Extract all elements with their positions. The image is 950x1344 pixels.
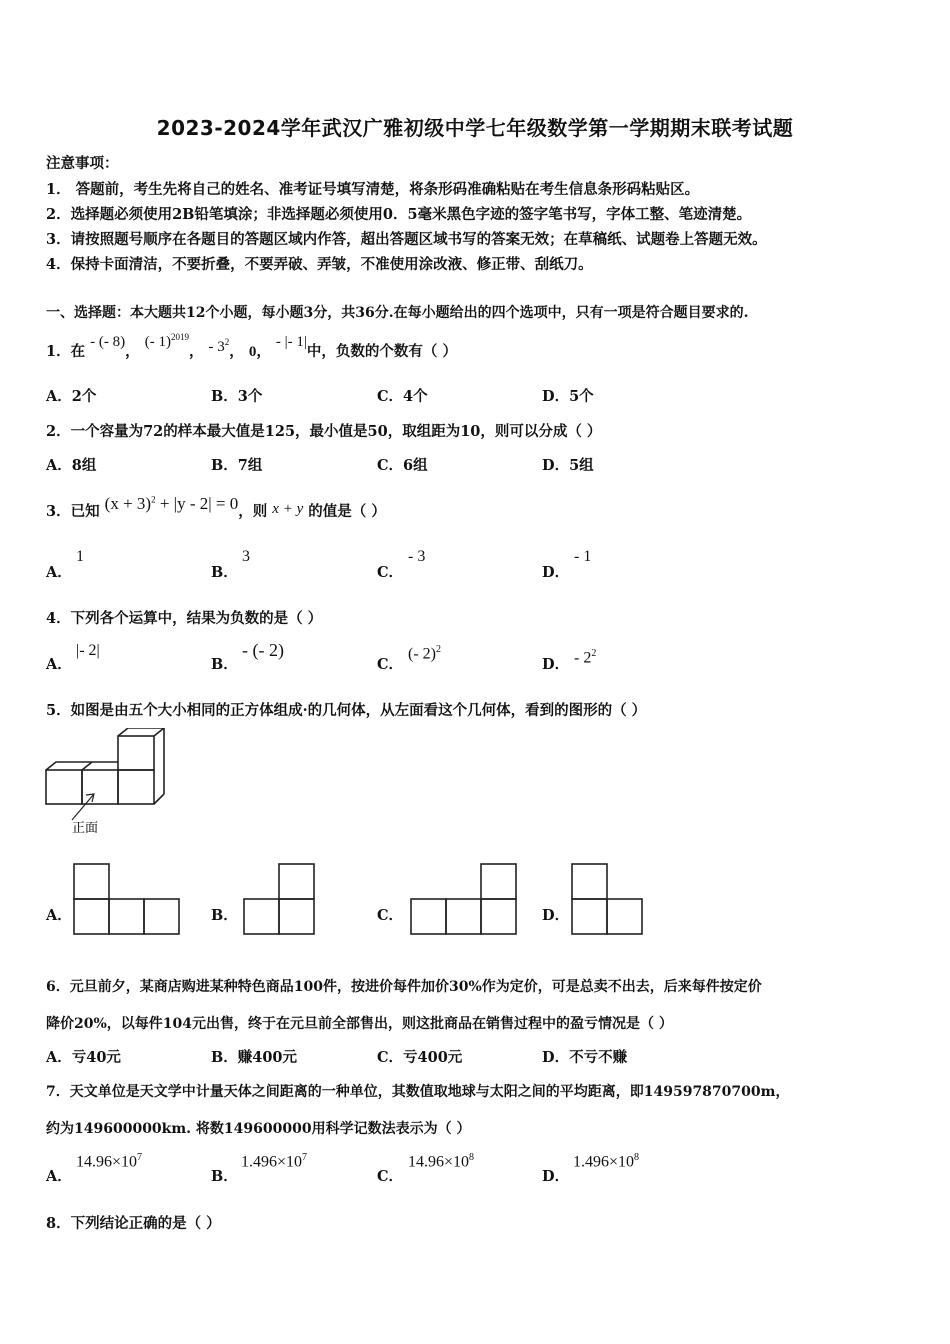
notice-item: 3．请按照题号顺序在各题目的答题区域内作答，超出答题区域书写的答案无效；在草稿纸、试题卷上答题无效。: [46, 231, 767, 248]
notice-heading: 注意事项：: [46, 155, 119, 172]
q3-option-c[interactable]: C．: [377, 564, 404, 581]
q5-figure-c: [407, 862, 521, 936]
question-5: 5．如图是由五个大小相同的正方体组成·的几何体，从左面看这个几何体，看到的图形的（ ）: [46, 702, 647, 719]
q2-option-d[interactable]: D．5组: [542, 457, 594, 474]
q7-value-c-exp: 8: [469, 1152, 475, 1163]
q1-math-1: - (- 8): [90, 334, 126, 350]
question-3: [46, 494, 386, 521]
q7-option-c[interactable]: C．: [377, 1168, 404, 1185]
q5-figure-b: [241, 862, 319, 936]
cube-solid-figure: [44, 728, 168, 836]
section-heading: 一、选择题：本大题共12个小题，每小题3分，共36分.在每小题给出的四个选项中，只有一项是符合题目要求的.: [46, 305, 749, 321]
q1-prefix: 1．在: [46, 343, 86, 360]
q4-value-d: - 2: [574, 649, 592, 667]
q4-option-a[interactable]: A．: [46, 656, 72, 673]
q3-option-a[interactable]: A．: [46, 564, 72, 581]
q3-prefix: 3．已知: [46, 503, 100, 520]
q7-option-b[interactable]: B．: [211, 1168, 238, 1185]
q7-value-b-exp: 7: [302, 1152, 308, 1163]
q3-expr-exp: 2: [151, 494, 156, 505]
q3-mid: ，则: [238, 503, 268, 520]
q1-option-c[interactable]: C．4个: [377, 388, 428, 405]
q7-value-c: 14.96×10: [408, 1153, 470, 1171]
q7-option-a[interactable]: A．: [46, 1168, 72, 1185]
q3-value-c: - 3: [408, 548, 426, 565]
q2-option-a[interactable]: A．8组: [46, 457, 97, 474]
q5-option-d[interactable]: D．: [542, 907, 570, 924]
q1-math-2: (- 1): [144, 334, 171, 350]
q1-math-4: 0: [248, 344, 257, 360]
q3-option-d[interactable]: D．: [542, 564, 570, 581]
question-7-line-1: 7．天文单位是天文学中计量天体之间距离的一种单位，其数值取地球与太阳之间的平均距离，即149597870700m，: [46, 1084, 790, 1100]
front-label: 正面: [72, 821, 99, 836]
question-8: 8．下列结论正确的是（ ）: [46, 1215, 221, 1232]
q1-math-3: - 3: [208, 339, 225, 355]
q6-option-a[interactable]: A．亏40元: [46, 1049, 121, 1066]
q4-value-c: (- 2): [408, 645, 436, 663]
q3-expr3: x + y: [272, 501, 304, 517]
q1-option-d[interactable]: D．5个: [542, 388, 594, 405]
q7-value-d-exp: 8: [634, 1152, 640, 1163]
notice-item: 4．保持卡面清洁，不要折叠，不要弄破、弄皱，不准使用涂改液、修正带、刮纸刀。: [46, 256, 593, 273]
q2-option-c[interactable]: C．6组: [377, 457, 428, 474]
q3-option-b[interactable]: B．: [211, 564, 238, 581]
q6-option-d[interactable]: D．不亏不赚: [542, 1049, 628, 1066]
q3-value-b: 3: [242, 548, 250, 565]
q4-value-a: |- 2|: [76, 642, 100, 659]
q1-math-2-exp: 2019: [170, 332, 189, 342]
q7-option-d[interactable]: D．: [542, 1168, 570, 1185]
q5-figure-a: [72, 862, 184, 936]
page-title: 2023-2024学年武汉广雅初级中学七年级数学第一学期期末联考试题: [156, 116, 794, 140]
question-6-line-1: 6．元旦前夕，某商店购进某种特色商品100件，按进价每件加价30%作为定价，可是总卖不出去，后来每件按定价: [46, 979, 762, 995]
question-6-line-2: 降价20%，以每件104元出售，终于在元旦前全部售出，则这批商品在销售过程中的盈亏情况是（ ）: [46, 1016, 673, 1032]
q1-option-a[interactable]: A．2个: [46, 388, 97, 405]
notice-item: 2．选择题必须使用2B铅笔填涂；非选择题必须使用0．5毫米黑色字迹的签字笔书写，字体工整、笔迹清楚。: [46, 206, 752, 223]
question-1: 1．在 - (- 8)， (- 1)$^{2019}$， - $3^2$， 0， - |- 1|中，负数的个数有（ ）: [46, 332, 457, 360]
q4-option-c[interactable]: C．: [377, 656, 404, 673]
q7-value-a-exp: 7: [137, 1152, 143, 1163]
q3-expr: (x + 3): [104, 494, 152, 513]
q7-value-b: 1.496×10: [241, 1153, 303, 1171]
q4-value-d-exp: 2: [591, 648, 597, 659]
q1-suffix: 中，负数的个数有（ ）: [306, 343, 457, 360]
question-7-line-2: 约为149600000km. 将数149600000用科学记数法表示为（ ）: [46, 1121, 471, 1137]
q5-figure-d: [569, 862, 647, 936]
q1-option-b[interactable]: B．3个: [211, 388, 263, 405]
q6-option-b[interactable]: B．赚400元: [211, 1049, 298, 1066]
q5-option-b[interactable]: B．: [211, 907, 238, 924]
q5-option-c[interactable]: C．: [377, 907, 404, 924]
q4-option-b[interactable]: B．: [211, 656, 238, 673]
q1-math-5: - |- 1|: [275, 334, 307, 350]
q3-value-d: - 1: [574, 548, 592, 565]
q4-value-c-exp: 2: [435, 644, 441, 655]
question-4: 4．下列各个运算中，结果为负数的是（ ）: [46, 610, 323, 627]
q3-value-a: 1: [76, 548, 84, 565]
q7-value-a: 14.96×10: [76, 1153, 138, 1171]
question-2: 2．一个容量为72的样本最大值是125，最小值是50，取组距为10，则可以分成（ ）: [46, 423, 602, 440]
q4-option-d[interactable]: D．: [542, 656, 570, 673]
notice-item: 1． 答题前，考生先将自己的姓名、准考证号填写清楚，将条形码准确粘贴在考生信息条形码粘贴区。: [46, 181, 700, 198]
q5-option-a[interactable]: A．: [46, 907, 72, 924]
q4-value-b: - (- 2): [242, 640, 284, 660]
q2-option-b[interactable]: B．7组: [211, 457, 263, 474]
q3-expr2: + |y - 2| = 0: [159, 494, 239, 513]
q1-math-3-exp: 2: [224, 337, 230, 347]
q7-value-d: 1.496×10: [573, 1153, 635, 1171]
q3-suffix: 的值是（ ）: [308, 503, 386, 520]
q6-option-c[interactable]: C．亏400元: [377, 1049, 463, 1066]
